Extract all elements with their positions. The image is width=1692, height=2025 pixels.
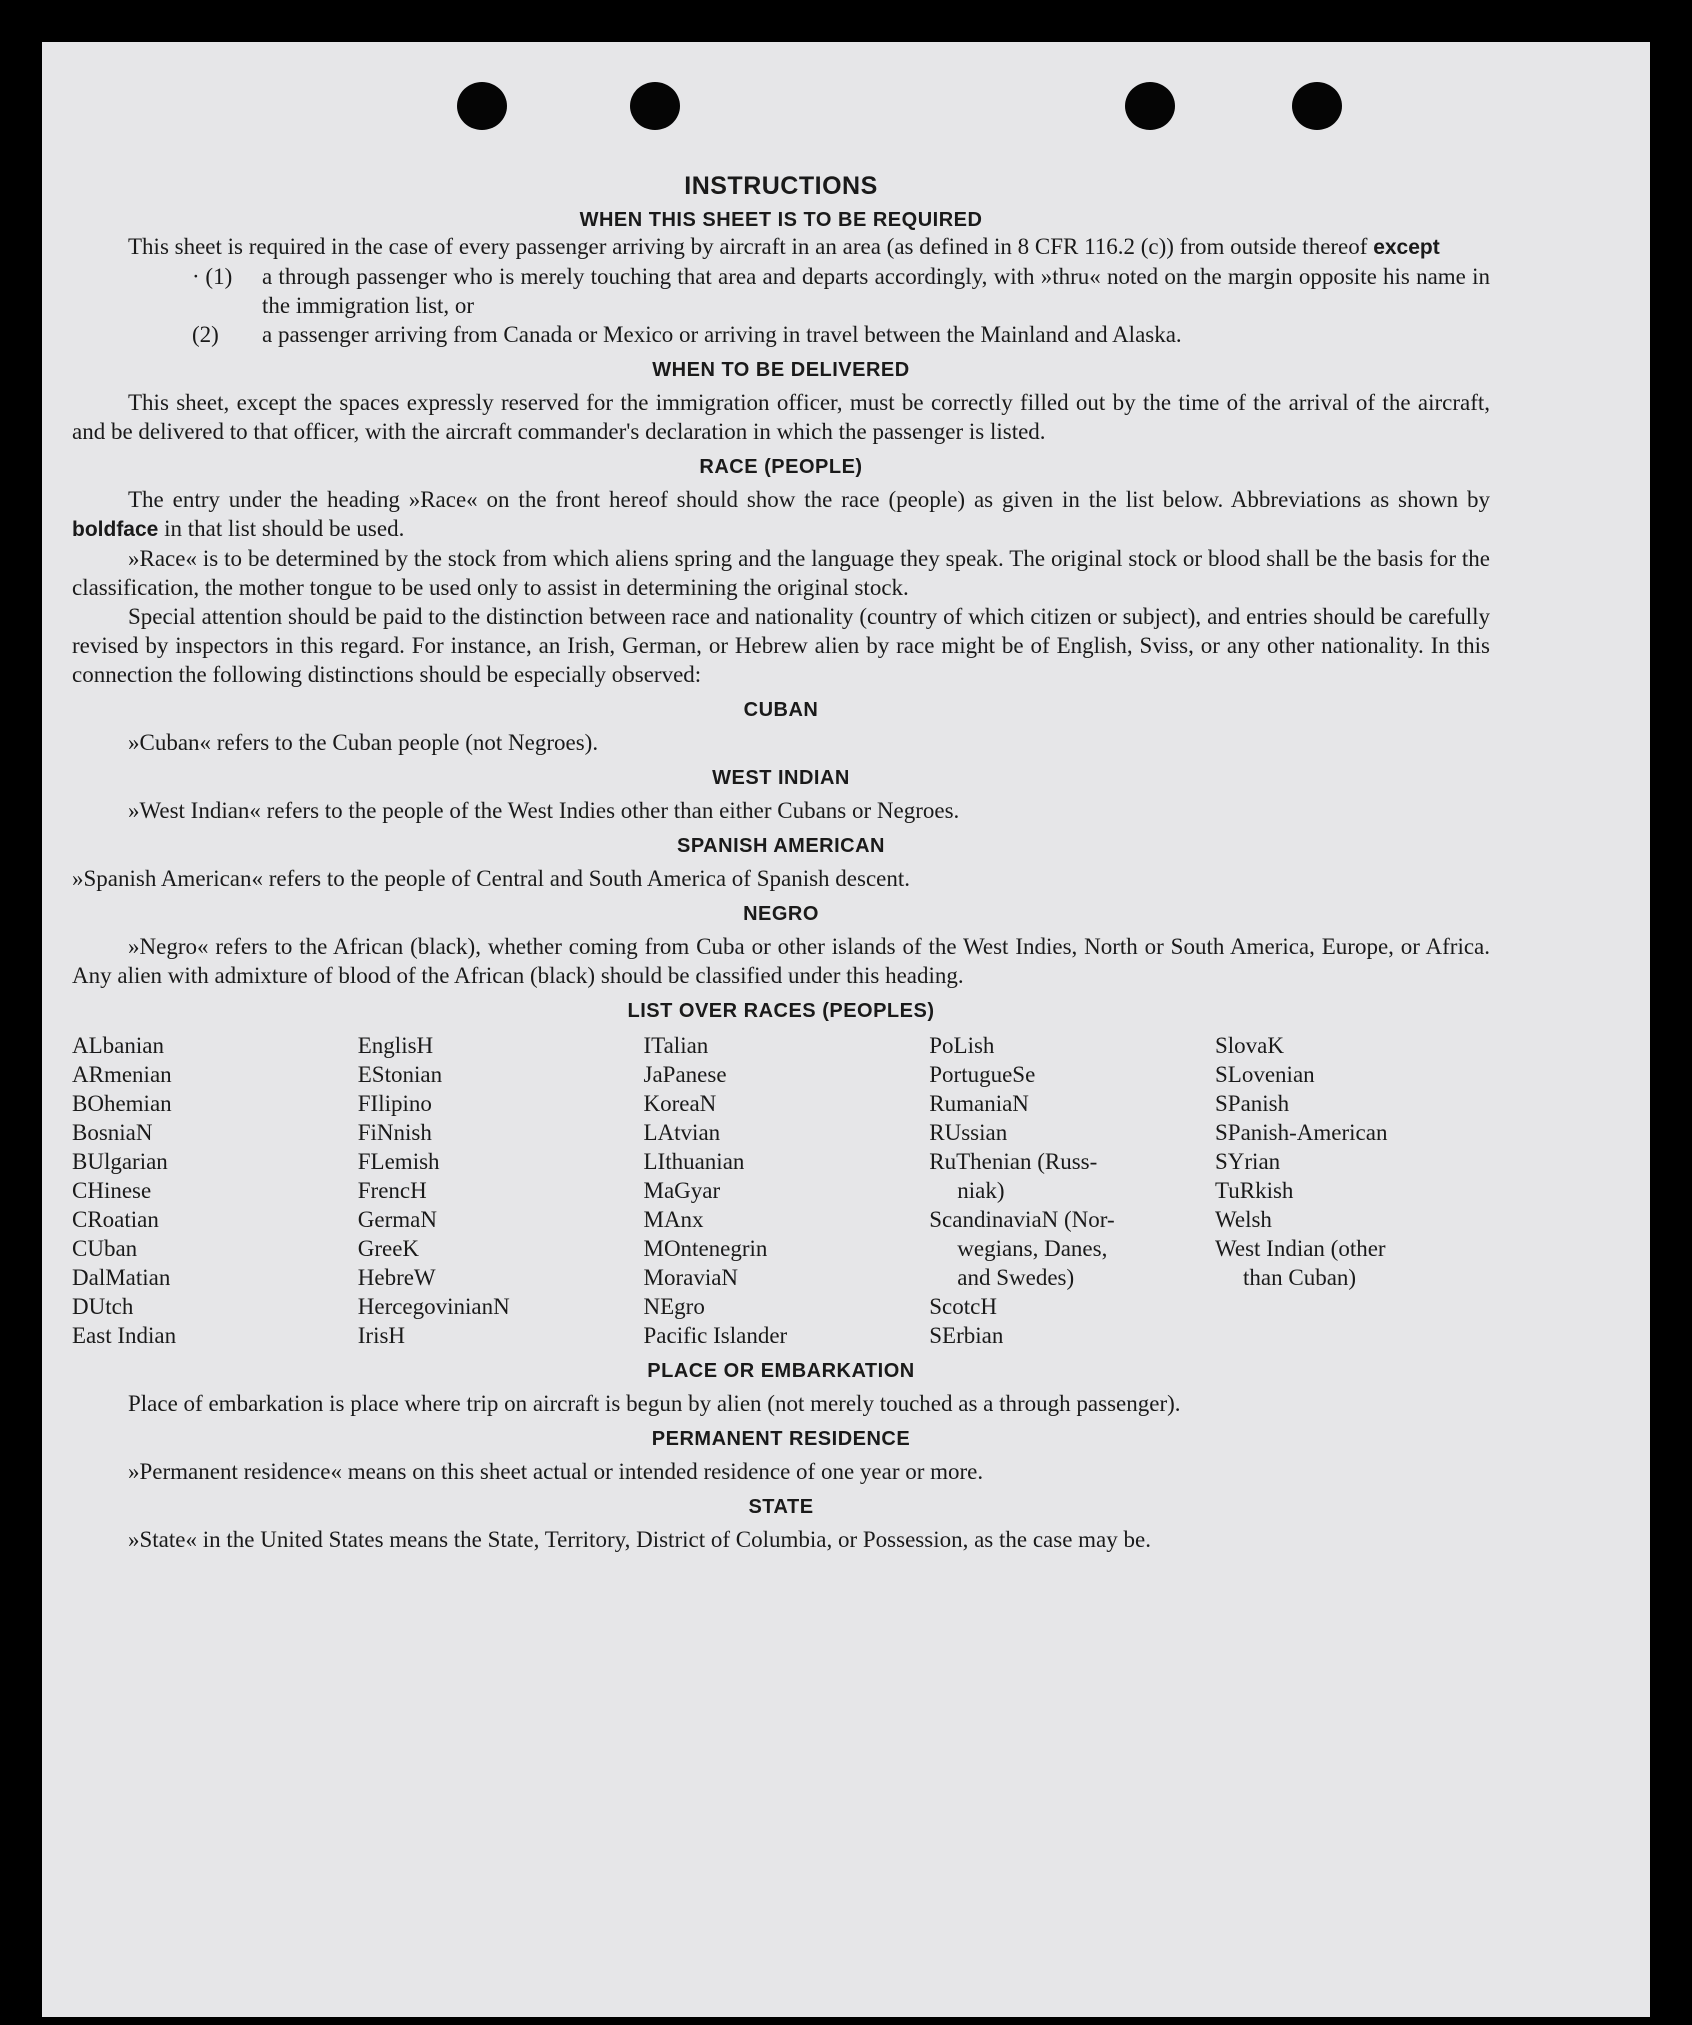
race-list-entry: CHinese (72, 1178, 152, 1203)
race-list-entry: than Cuban) (1243, 1265, 1357, 1290)
race-list-entry: KoreaN (643, 1091, 717, 1116)
race-list-entry: EnglisH (357, 1033, 434, 1058)
race-list-entry: RumaniaN (929, 1091, 1029, 1116)
race-paragraph-2: »Race« is to be determined by the stock from which aliens spring and the language they speak. The original stock or blood shall be the basis for the classification, the mother tongue to be used only to assist in determining the original stock. (72, 546, 1490, 600)
state-heading: STATE (748, 1496, 814, 1518)
race-list-entry: HercegovinianN (357, 1294, 510, 1319)
race-list-entry: SPanish-American (1215, 1120, 1388, 1145)
race-list-entry: SYrian (1215, 1149, 1281, 1174)
spanish-american-heading: SPANISH AMERICAN (676, 835, 885, 857)
when-delivered-text: This sheet, except the spaces expressly reserved for the immigration officer, must be correctly filled out by the time of the arrival of the aircraft, and be delivered to that officer, with the aircraft commander's declaration in which the passenger is listed. (72, 390, 1490, 444)
race-column-1 (72, 1031, 347, 1350)
negro-heading: NEGRO (743, 903, 819, 925)
race-column-2 (358, 1031, 633, 1350)
race-list-entry: MOntenegrin (643, 1236, 768, 1261)
cuban-heading: CUBAN (743, 699, 819, 721)
race-list-entry: SLovenian (1215, 1062, 1315, 1087)
race-list-entry: ALbanian (72, 1033, 164, 1058)
race-list-entry: TuRkish (1215, 1178, 1294, 1203)
negro-text: »Negro« refers to the African (black), whether coming from Cuba or other islands of the West Indies, North or South America, Europe, or Africa. Any alien with admixture of blood of the African (black) should be classified under this heading. (72, 934, 1490, 988)
when-required-heading: WHEN THIS SHEET IS TO BE REQUIRED (579, 209, 983, 231)
document-page (42, 42, 1650, 2017)
race-list-entry: FIlipino (357, 1091, 432, 1116)
race-list-entry: ScandinaviaN (Nor- (929, 1207, 1115, 1232)
race-list-entry: FLemish (357, 1149, 440, 1174)
race-list-entry: MaGyar (643, 1178, 721, 1203)
punch-hole (457, 82, 507, 130)
race-list-entry: RuThenian (Russ- (929, 1149, 1098, 1174)
race-list-entry: LIthuanian (643, 1149, 745, 1174)
residence-text: »Permanent residence« means on this sheet actual or intended residence of one year or more. (128, 1459, 984, 1484)
race-list-entry: CRoatian (72, 1207, 159, 1232)
race-list-entry: CUban (72, 1236, 138, 1261)
exception-item-1: · (1) a through passenger who is merely touching that area and departs accordingly, with »thru« noted on the margin opposite his name in the immigration list, or (192, 264, 1490, 318)
race-list-entry: niak) (957, 1178, 1005, 1203)
race-list-entry: PoLish (929, 1033, 995, 1058)
race-list-entry: JaPanese (643, 1062, 727, 1087)
race-paragraph-1: The entry under the heading »Race« on the front hereof should show the race (people) as given in the list below. Abbreviations as shown by boldface in that list should be used. (72, 487, 1490, 541)
embarkation-heading: PLACE OR EMBARKATION (647, 1360, 915, 1382)
instructions-content (72, 172, 1490, 1554)
race-list-entry: LAtvian (643, 1120, 721, 1145)
race-list-entry: BUlgarian (72, 1149, 168, 1174)
race-paragraph-3: Special attention should be paid to the distinction between race and nationality (country of which citizen or subject), and entries should be carefully revised by inspectors in this regard. For instance, an Irish, German, or Hebrew alien by race might be of English, Sviss, or any other nationality. In this connection the following distinctions should be especially observed: (72, 604, 1490, 687)
race-list-entry: IrisH (357, 1323, 406, 1348)
residence-heading: PERMANENT RESIDENCE (651, 1428, 911, 1450)
race-list-entry: BOhemian (72, 1091, 172, 1116)
except-word: except (1373, 236, 1440, 259)
when-required-intro: This sheet is required in the case of every passenger arriving by aircraft in an area (as defined in 8 CFR 116.2 (c)) from outside thereof except (128, 234, 1440, 259)
embarkation-text: Place of embarkation is place where trip on aircraft is begun by alien (not merely touched as a through passenger). (128, 1391, 1181, 1416)
race-list-entry: MAnx (643, 1207, 704, 1232)
exception-item-2: (2) a passenger arriving from Canada or Mexico or arriving in travel between the Mainland and Alaska. (192, 322, 1182, 347)
race-list-entry: FiNnish (357, 1120, 432, 1145)
race-list-entry: DalMatian (72, 1265, 171, 1290)
race-list-entry: NEgro (643, 1294, 705, 1319)
race-list-entry: PortugueSe (929, 1062, 1036, 1087)
spanish-american-text: »Spanish American« refers to the people of Central and South America of Spanish descent. (72, 866, 911, 891)
punch-hole (630, 82, 680, 130)
race-heading: RACE (PEOPLE) (699, 456, 863, 478)
race-list-entry: and Swedes) (957, 1265, 1075, 1290)
punch-hole (1292, 82, 1342, 130)
race-list-entry: Pacific Islander (643, 1323, 788, 1348)
state-text: »State« in the United States means the State, Territory, District of Columbia, or Possession, as the case may be. (128, 1527, 1151, 1552)
race-list-entry: ITalian (643, 1033, 709, 1058)
race-list-entry: ARmenian (72, 1062, 172, 1087)
race-list-entry: Welsh (1215, 1207, 1272, 1232)
race-list-entry: West Indian (other (1215, 1236, 1386, 1261)
page-title: INSTRUCTIONS (684, 172, 878, 200)
race-list-entry: GreeK (357, 1236, 420, 1261)
race-list-entry: ScotcH (929, 1294, 997, 1319)
race-list-entry: HebreW (357, 1265, 436, 1290)
punch-hole (1125, 82, 1175, 130)
race-list-entry: FrencH (357, 1178, 427, 1203)
race-list-entry: SPanish (1215, 1091, 1290, 1116)
race-list-entry: MoraviaN (643, 1265, 739, 1290)
cuban-text: »Cuban« refers to the Cuban people (not Negroes). (128, 730, 599, 755)
west-indian-text: »West Indian« refers to the people of the West Indies other than either Cubans or Negroes. (128, 798, 960, 823)
race-list-entry: DUtch (72, 1294, 134, 1319)
race-list-entry: wegians, Danes, (957, 1236, 1108, 1261)
west-indian-heading: WEST INDIAN (712, 767, 850, 789)
race-column-3 (644, 1031, 919, 1350)
race-list-entry: EStonian (357, 1062, 443, 1087)
when-delivered-heading: WHEN TO BE DELIVERED (652, 359, 910, 381)
race-list-entry: BosniaN (72, 1120, 153, 1145)
race-list-entry: GermaN (357, 1207, 437, 1232)
race-list (72, 1031, 1490, 1350)
race-list-entry: RUssian (929, 1120, 1008, 1145)
race-list-entry: SErbian (929, 1323, 1004, 1348)
race-list-entry: East Indian (72, 1323, 177, 1348)
race-column-4 (929, 1031, 1204, 1350)
race-column-5 (1215, 1031, 1490, 1350)
race-list-entry: SlovaK (1215, 1033, 1284, 1058)
race-list-heading: LIST OVER RACES (PEOPLES) (627, 1000, 935, 1022)
